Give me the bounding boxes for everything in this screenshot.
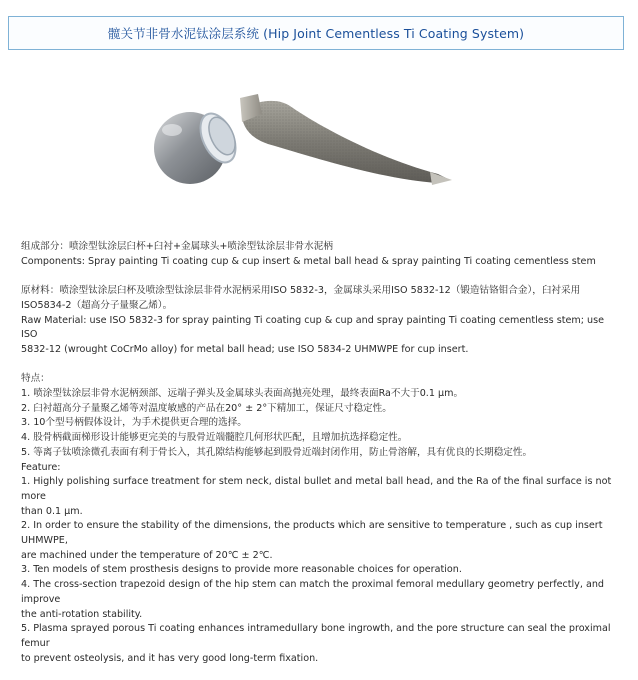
spacer <box>21 269 619 284</box>
list-item: 4. 股骨柄截面梯形设计能够更完美的与股骨近端髓腔几何形状匹配，且增加抗选择稳定性。 <box>21 432 408 444</box>
stem-icon <box>242 101 452 185</box>
raw-material-cn-2: ISO5834-2（超高分子量聚乙烯）。 <box>21 299 173 311</box>
spacer <box>21 358 619 373</box>
features-en-list <box>21 475 619 666</box>
list-item: 3. Ten models of stem prosthesis designs to provide more reasonable choices for operation. <box>21 564 462 576</box>
list-item: 3. 10个型号柄假体设计，为手术提供更合理的选择。 <box>21 417 247 429</box>
components-cn: 组成部分：喷涂型钛涂层臼杯+臼衬+金属球头+喷涂型钛涂层非骨水泥柄 <box>21 241 333 252</box>
list-item: 5. Plasma sprayed porous Ti coating enhances intramedullary bone ingrowth, and the pore structure can seal the proximal femur <box>21 623 611 649</box>
list-item: 2. In order to ensure the stability of the dimensions, the products which are sensitive to temperature , such as cup insert UHMWPE, <box>21 520 603 547</box>
raw-material-en-1: Raw Material: use ISO 5832-3 for spray painting Ti coating cup & cup and spray painting Ti coating cementless stem; use ISO <box>21 314 604 341</box>
raw-material-cn-1: 原材料：喷涂型钛涂层臼杯及喷涂型钛涂层非骨水泥柄采用ISO 5832-3，金属球头采用ISO 5832-12（锻造钴铬钼合金），臼衬采用 <box>21 285 581 297</box>
page-title: 髋关节非骨水泥钛涂层系统 (Hip Joint Cementless Ti Coating System) <box>107 26 525 41</box>
features-en-heading: Feature: <box>21 461 61 473</box>
list-item: 2. 臼衬超高分子量聚乙烯等对温度敏感的产品在20° ± 2°下精加工，保证尺寸稳定性。 <box>21 402 392 414</box>
features-cn-heading: 特点： <box>21 373 50 385</box>
list-item: 1. Highly polishing surface treatment for stem neck, distal bullet and metal ball head, and the Ra of the final surface is not more <box>21 476 612 502</box>
raw-material-en-2: 5832-12 (wrought CoCrMo alloy) for metal ball head; use ISO 5834-2 UHMWPE for cup insert. <box>21 343 469 355</box>
list-item: 1. 喷涂型钛涂层非骨水泥柄颈部、远端子弹头及金属球头表面高抛亮处理，最终表面Ra不大于0.1 μm。 <box>21 388 464 399</box>
list-item: to prevent osteolysis, and it has very good long-term fixation. <box>21 652 319 664</box>
list-item: 5. 等离子钛喷涂微孔表面有利于骨长入，其孔隙结构能够起到股骨近端封闭作用，防止骨溶解，具有优良的长期稳定性。 <box>21 446 533 458</box>
title-box <box>8 16 624 50</box>
list-item: the anti-rotation stability. <box>21 608 143 620</box>
components-en: Components: Spray painting Ti coating cup & cup insert & metal ball head & spray painting Ti coating cementless stem <box>21 255 596 267</box>
ball-head-icon <box>154 108 243 184</box>
description <box>21 240 619 666</box>
hip-implant-image <box>150 86 470 206</box>
list-item: than 0.1 μm. <box>21 505 83 517</box>
list-item: 4. The cross-section trapezoid design of the hip stem can match the proximal femoral medullary geometry perfectly, and improve <box>21 579 604 605</box>
list-item: are machined under the temperature of 20℃ ± 2℃. <box>21 549 273 561</box>
features-cn-list <box>21 387 619 461</box>
